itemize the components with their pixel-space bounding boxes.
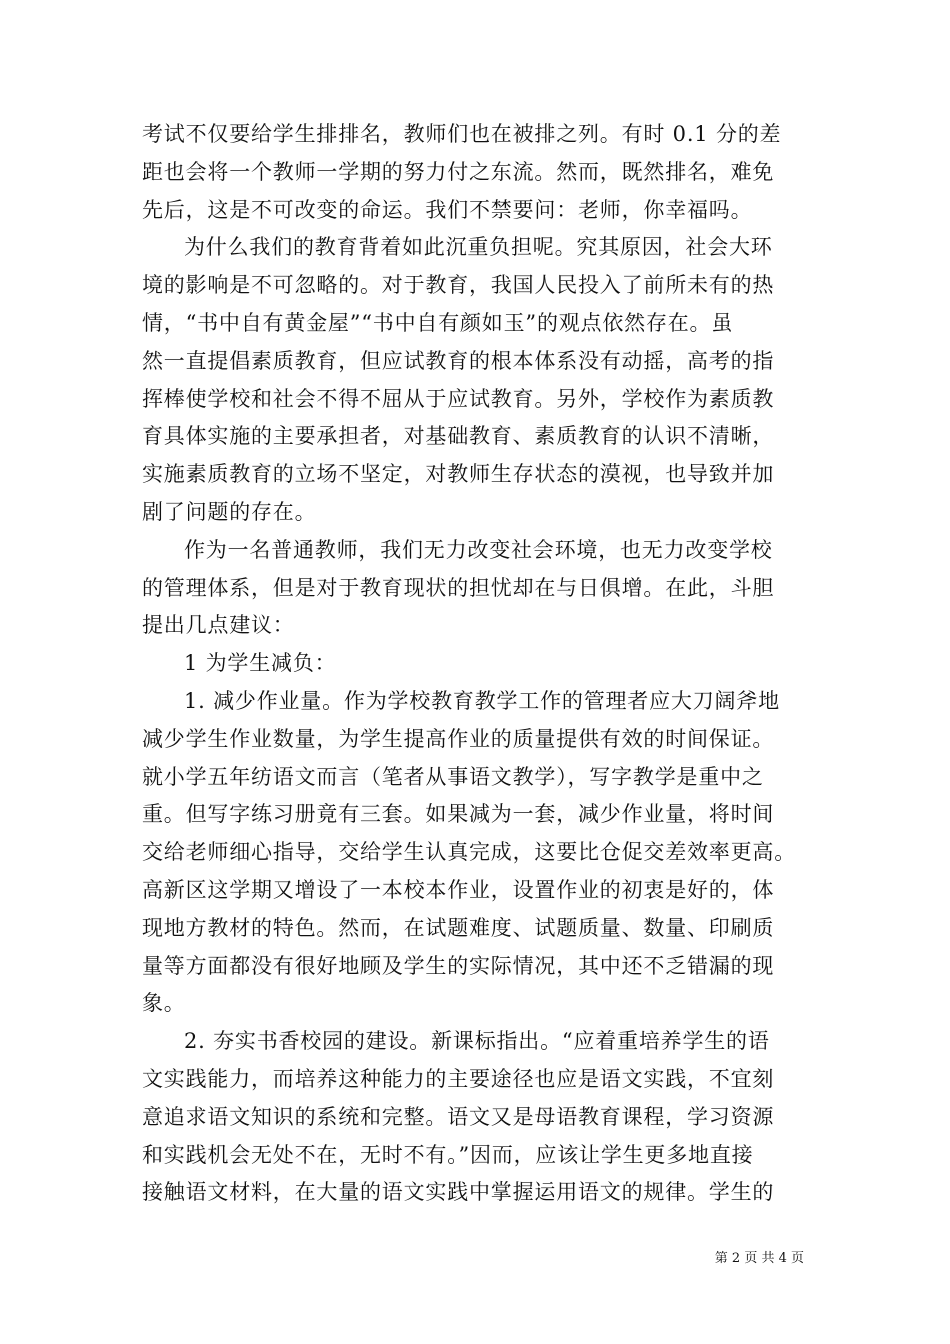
text-line: 2. 夯实书香校园的建设。新课标指出。“应着重培养学生的语	[184, 1029, 770, 1054]
text-line: 量等方面都没有很好地顾及学生的实际情况，其中还不乏错漏的现	[142, 953, 775, 978]
text-line: 为什么我们的教育背着如此沉重负担呢。究其原因，社会大环	[184, 235, 773, 260]
text-line: 高新区这学期又增设了一本校本作业，设置作业的初衷是好的，体	[142, 877, 775, 902]
text-line: 境的影响是不可忽略的。对于教育，我国人民投入了前所未有的热	[142, 273, 775, 298]
text-line: 作为一名普通教师，我们无力改变社会环境，也无力改变学校	[184, 537, 773, 562]
text-line: 就小学五年纺语文而言（笔者从事语文教学），写字教学是重中之	[142, 764, 764, 789]
document-body	[142, 116, 810, 1212]
paragraph	[142, 532, 810, 645]
text-line: 接触语文材料，在大量的语文实践中掌握运用语文的规律。学生的	[142, 1180, 775, 1205]
paragraph	[142, 1023, 810, 1212]
text-line: 考试不仅要给学生排排名，教师们也在被排之列。有时 0.1 分的差	[142, 122, 782, 146]
page-footer	[0, 1251, 950, 1267]
paragraph	[142, 645, 810, 683]
text-line: 提出几点建议：	[142, 613, 295, 638]
page-number-label: 第 2 页 共 4 页	[714, 1251, 804, 1266]
text-line: 交给老师细心指导，交给学生认真完成，这要比仓促交差效率更高。	[142, 840, 796, 865]
text-line: 挥棒使学校和社会不得不屈从于应试教育。另外，学校作为素质教	[142, 386, 775, 411]
text-line: 然一直提倡素质教育，但应试教育的根本体系没有动摇，高考的指	[142, 348, 775, 373]
text-line: 象。	[142, 991, 186, 1016]
text-line: 育具体实施的主要承担者，对基础教育、素质教育的认识不清晰，	[142, 424, 775, 449]
text-line: 文实践能力，而培养这种能力的主要途径也应是语文实践，不宜刻	[142, 1066, 775, 1091]
text-line: 意追求语文知识的系统和完整。语文又是母语教育课程，学习资源	[142, 1104, 775, 1129]
text-line: 的管理体系，但是对于教育现状的担忧却在与日俱增。在此，斗胆	[142, 575, 775, 600]
text-line: 和实践机会无处不在，无时不有。”因而，应该让学生更多地直接	[142, 1142, 754, 1167]
paragraph	[142, 683, 810, 1023]
text-line: 1. 减少作业量。作为学校教育教学工作的管理者应大刀阔斧地	[184, 688, 780, 713]
text-line: 情，“书中自有黄金屋”“书中自有颜如玉”的观点依然存在。虽	[142, 310, 734, 335]
text-line: 距也会将一个教师一学期的努力付之东流。然而，既然排名，难免	[142, 159, 775, 184]
text-line: 重。但写字练习册竟有三套。如果减为一套，减少作业量，将时间	[142, 802, 775, 827]
paragraph	[142, 229, 810, 531]
text-line: 1 为学生减负：	[184, 651, 337, 676]
text-line: 剧了问题的存在。	[142, 499, 317, 524]
paragraph	[142, 116, 810, 229]
text-line: 现地方教材的特色。然而，在试题难度、试题质量、数量、印刷质	[142, 915, 775, 940]
text-line: 实施素质教育的立场不坚定，对教师生存状态的漠视，也导致并加	[142, 462, 775, 487]
text-line: 减少学生作业数量，为学生提高作业的质量提供有效的时间保证。	[142, 726, 775, 751]
text-line: 先后，这是不可改变的命运。我们不禁要问：老师，你幸福吗。	[142, 197, 753, 222]
